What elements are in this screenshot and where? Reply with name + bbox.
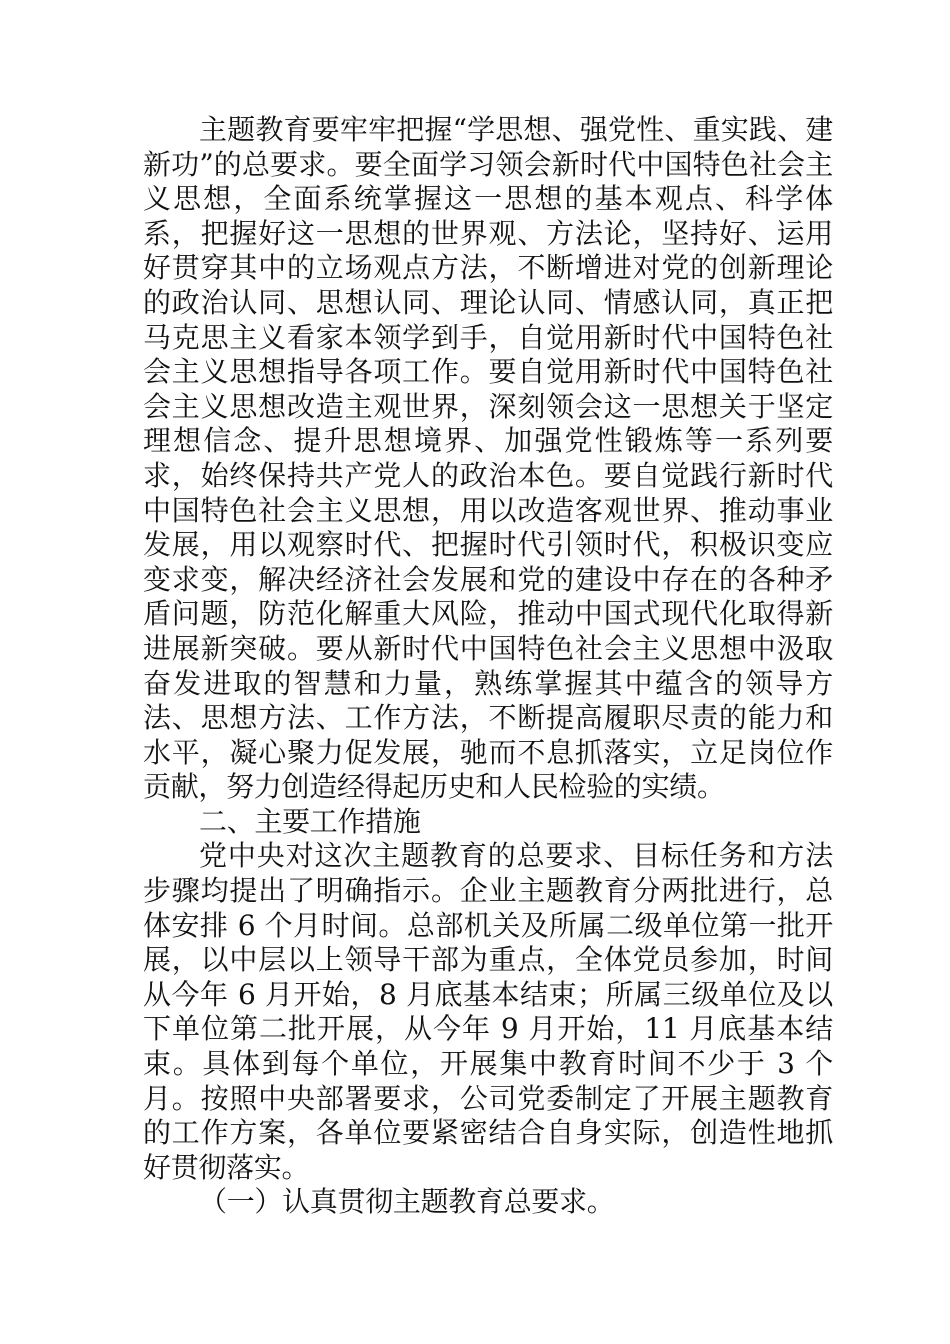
- paragraph-work-measures: 党中央对这次主题教育的总要求、目标任务和方法步骤均提出了明确指示。企业主题教育分两批进行，总体安排 6 个月时间。总部机关及所属二级单位第一批开展，以中层以上领导干部为重点，全体党员参加，时间从今年 6 月开始，8 月底基本结束；所属三级单位及以下单位第二批开展，从今年 9 月开始，11 月底基本结束。具体到每个单位，开展集中教育时间不少于 3 个月。按照中央部署要求，公司党委制定了开展主题教育的工作方案，各单位要紧密结合自身实际，创造性地抓好贯彻落实。: [143, 839, 833, 1184]
- paragraph-general-requirements: 主题教育要牢牢把握“学思想、强党性、重实践、建新功”的总要求。要全面学习领会新时代中国特色社会主义思想，全面系统掌握这一思想的基本观点、科学体系，把握好这一思想的世界观、方法论，坚持好、运用好贯穿其中的立场观点方法，不断增进对党的创新理论的政治认同、思想认同、理论认同、情感认同，真正把马克思主义看家本领学到手，自觉用新时代中国特色社会主义思想指导各项工作。要自觉用新时代中国特色社会主义思想改造主观世界，深刻领会这一思想关于坚定理想信念、提升思想境界、加强党性锻炼等一系列要求，始终保持共产党人的政治本色。要自觉践行新时代中国特色社会主义思想，用以改造客观世界、推动事业发展，用以观察时代、把握时代引领时代，积极识变应变求变，解决经济社会发展和党的建设中存在的各种矛盾问题，防范化解重大风险，推动中国式现代化取得新进展新突破。要从新时代中国特色社会主义思想中汲取奋发进取的智慧和力量，熟练掌握其中蕴含的领导方法、思想方法、工作方法，不断提高履职尽责的能力和水平，凝心聚力促发展，驰而不息抓落实，立足岗位作贡献，努力创造经得起历史和人民检验的实绩。: [143, 113, 833, 804]
- section-heading: 二、主要工作措施: [199, 804, 421, 838]
- document-body: [143, 113, 833, 1220]
- sub-section-heading: （一）认真贯彻主题教育总要求。: [199, 1185, 615, 1219]
